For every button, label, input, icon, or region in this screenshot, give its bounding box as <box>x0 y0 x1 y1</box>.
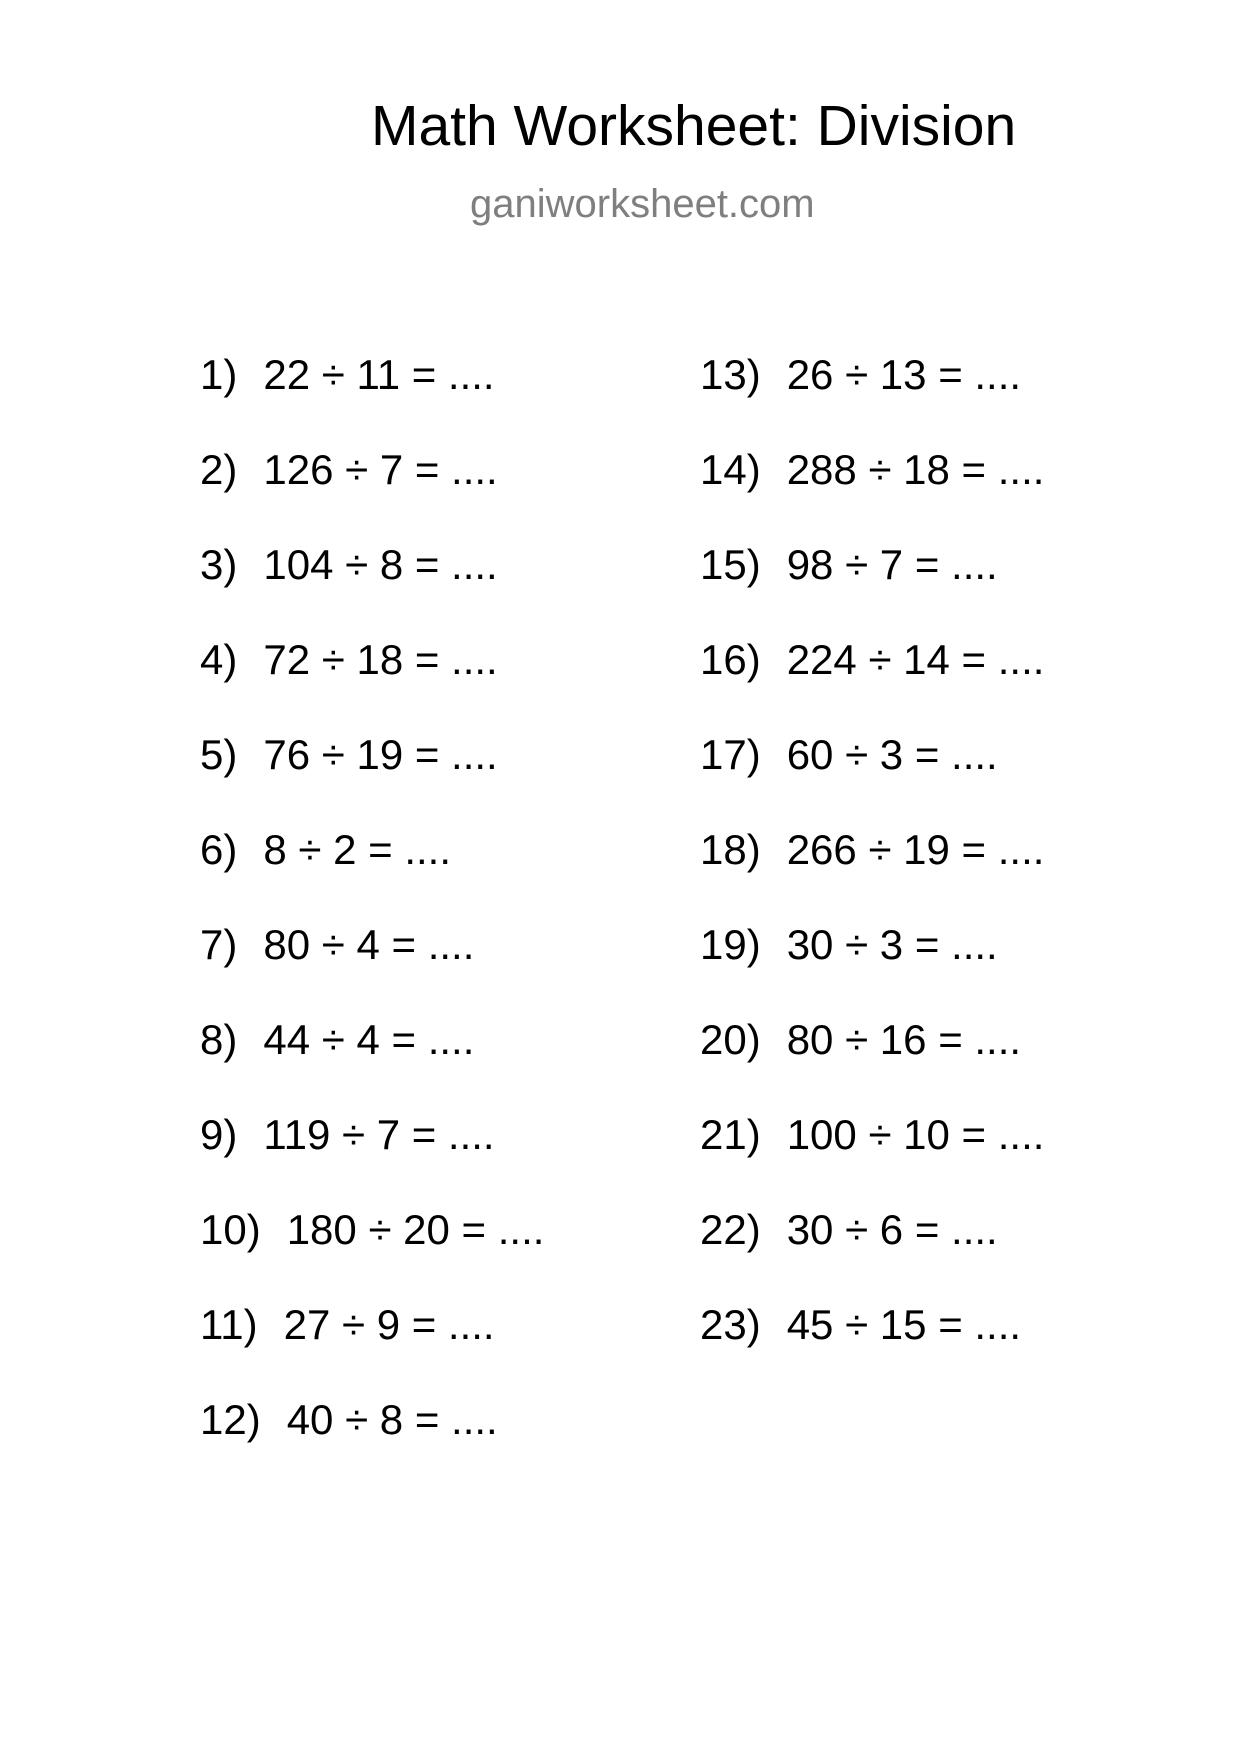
problem-expression: 288 ÷ 18 = .... <box>786 446 1045 493</box>
problem-item <box>200 1016 544 1114</box>
problem-number: 3) <box>200 541 238 588</box>
problem-number: 14) <box>700 446 761 493</box>
problem-item <box>700 1016 1044 1114</box>
problem-item <box>200 1301 544 1399</box>
problem-item <box>700 731 1044 829</box>
problem-number: 8) <box>200 1016 238 1063</box>
problem-item <box>200 731 544 829</box>
problem-expression: 224 ÷ 14 = .... <box>786 636 1045 683</box>
problem-number: 16) <box>700 636 761 683</box>
problem-number: 6) <box>200 826 238 873</box>
problem-number: 22) <box>700 1206 761 1253</box>
problem-number: 20) <box>700 1016 761 1063</box>
problem-expression: 60 ÷ 3 = .... <box>786 731 998 778</box>
problem-number: 12) <box>200 1396 261 1443</box>
problem-number: 2) <box>200 446 238 493</box>
problem-item <box>200 1206 545 1304</box>
problem-expression: 266 ÷ 19 = .... <box>786 826 1045 873</box>
problem-expression: 30 ÷ 3 = .... <box>786 921 998 968</box>
problem-item <box>200 1396 544 1494</box>
problem-number: 13) <box>700 351 761 398</box>
problem-number: 19) <box>700 921 761 968</box>
problem-expression: 44 ÷ 4 = .... <box>263 1016 475 1063</box>
problem-item <box>200 636 544 734</box>
problem-number: 7) <box>200 921 238 968</box>
problem-item <box>700 1206 1044 1304</box>
problem-expression: 100 ÷ 10 = .... <box>786 1111 1045 1158</box>
problem-expression: 119 ÷ 7 = .... <box>263 1111 495 1158</box>
problem-item <box>200 351 544 449</box>
problem-item <box>200 921 544 1019</box>
problem-number: 10) <box>200 1206 261 1253</box>
problem-number: 4) <box>200 636 238 683</box>
problem-item <box>700 351 1044 449</box>
problem-expression: 80 ÷ 4 = .... <box>263 921 475 968</box>
problem-expression: 40 ÷ 8 = .... <box>286 1396 498 1443</box>
problem-item <box>700 446 1045 544</box>
problem-item <box>200 541 544 639</box>
problem-column-right <box>700 351 1045 1399</box>
problem-expression: 98 ÷ 7 = .... <box>786 541 998 588</box>
problem-item <box>200 826 544 924</box>
problem-column-left <box>200 351 545 1494</box>
problem-item <box>200 446 544 544</box>
problem-item <box>700 1301 1044 1399</box>
site-name: ganiworksheet.com <box>470 182 815 226</box>
problem-number: 1) <box>200 351 238 398</box>
problem-number: 11) <box>200 1301 258 1348</box>
problem-expression: 45 ÷ 15 = .... <box>786 1301 1022 1348</box>
problem-expression: 30 ÷ 6 = .... <box>786 1206 998 1253</box>
problem-item <box>700 541 1044 639</box>
problem-number: 18) <box>700 826 761 873</box>
page-title: Math Worksheet: Division <box>371 94 1017 158</box>
problem-number: 9) <box>200 1111 238 1158</box>
problem-item <box>700 826 1045 924</box>
problem-expression: 76 ÷ 19 = .... <box>263 731 498 778</box>
problem-expression: 22 ÷ 11 = .... <box>263 351 495 398</box>
problem-expression: 80 ÷ 16 = .... <box>786 1016 1022 1063</box>
problem-number: 23) <box>700 1301 761 1348</box>
problem-item <box>200 1111 544 1209</box>
problem-expression: 27 ÷ 9 = .... <box>283 1301 495 1348</box>
problem-expression: 104 ÷ 8 = .... <box>263 541 498 588</box>
problem-item <box>700 921 1044 1019</box>
problem-item <box>700 636 1045 734</box>
problem-expression: 26 ÷ 13 = .... <box>786 351 1022 398</box>
problem-item <box>700 1111 1045 1209</box>
problem-number: 15) <box>700 541 761 588</box>
problem-expression: 72 ÷ 18 = .... <box>263 636 498 683</box>
problem-number: 17) <box>700 731 761 778</box>
problem-expression: 126 ÷ 7 = .... <box>263 446 498 493</box>
problem-expression: 8 ÷ 2 = .... <box>263 826 452 873</box>
problem-expression: 180 ÷ 20 = .... <box>286 1206 545 1253</box>
problem-number: 5) <box>200 731 238 778</box>
problem-number: 21) <box>700 1111 761 1158</box>
